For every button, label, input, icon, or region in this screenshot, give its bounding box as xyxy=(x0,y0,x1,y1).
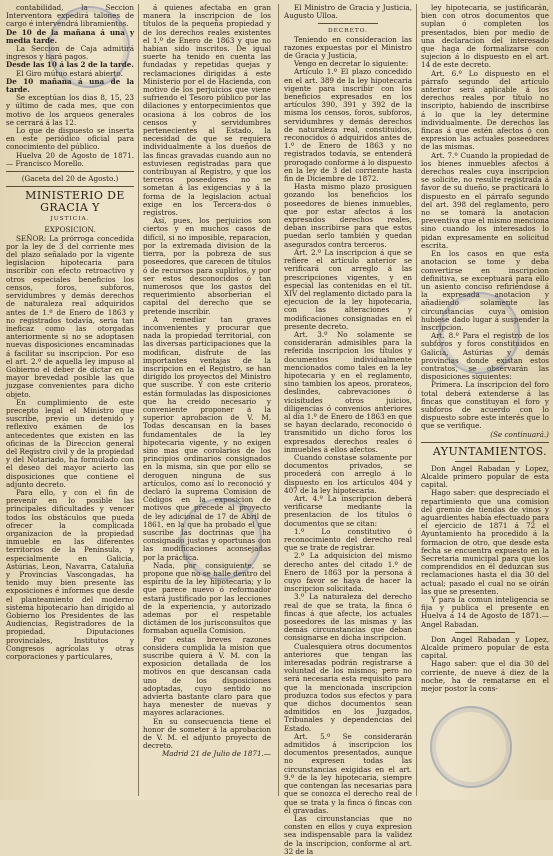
paragraph: Don Angel Rabadan y Lopez, Alcalde primero popular de esta capital. xyxy=(421,634,549,661)
paragraph: Hago saber: que el dia 30 del corriente, de nueve á diez de la noche, ha de rematarse en el mejor postor la cons- xyxy=(421,659,549,694)
column-4 xyxy=(421,4,549,796)
paragraph: El Ministro de Gracia y Justicia, Augusto Ulloa. xyxy=(284,3,412,21)
paragraph: Se exceptúan los dias 8, 15, 23 y último de cada mes, que con motivo de los arqueos generales se cerrará á las 12. xyxy=(6,93,134,127)
section-heading: AYUNTAMIENTOS. xyxy=(432,444,548,458)
paragraph: En cumplimiento de este precepto legal el Ministro que suscribe, previo un detenido y reflexivo exámen de los antecedentes que existen en las oficinas de la Direccion general del Registro civil y de la propiedad y del Notariado, ha formulado con el deseo del mayor acierto las disposiciones que contiene el adjunto decreto. xyxy=(6,397,134,489)
paragraph: Por estas breves razones considera cumplida la mision que suscribe quiera á V. M. con la exposicion detallada de los motivos en que descansan cada uno de los disposiciones adoptadas, cuyo sentido no advierta bastante claro para que haya menester de nuevas y mayores aclaraciones. xyxy=(143,634,271,718)
paragraph: Las circunstancias que no consten en ellos y cuya expresion sea indispensable para la validez de la inscripcion, conforme al art. 32 de la xyxy=(284,813,412,856)
schedule-heading: Desde las 10 á las 2 de la tarde. xyxy=(6,60,134,70)
ink-stamp xyxy=(48,6,130,88)
paragraph: á quienes afectaba en gran manera la inscripcion de los títulos de la pequeña propiedad y de los derechos reales existentes el 1.º de Enero de 1863 y que no habian sido inscritos. De igual suerte ha tenido en cuenta las fundadas y repetidas quejas y reclamaciones dirigidas á este Ministerio por el de Hacienda, con motivo de los perjuicios que viene sufriendo el Tesoro público por las dilaciones y entorpecimientos que ocasiona á los cobros de los censos y servidumbres pertenecientes al Estado, la necesidad de que se requiera individualmente á los dueños de las fincas gravadas cuando aun no estuviesen registradas para que contribuyan al Registro, y que los terceros poseedores no se sometan á las exigencias y á la forma de la legislacion actual exige en los Tercera-dos ó registros. xyxy=(143,3,271,218)
column-divider xyxy=(416,4,417,796)
ink-stamp xyxy=(430,706,512,788)
short-rule xyxy=(318,23,378,24)
schedule-heading: De 10 mañana á una de la tarde. xyxy=(6,76,134,95)
paragraph: A remediar tan graves inconvenientes y procurar que nada la propiedad territorial, con las diversas participaciones que la modifican, disfrute de las importantes ventajas de la inscripcion en el Registro, se han dirigido los proyectos del Ministro que suscribe. Y con este criterio están formuladas las disposiciones que ha creido necesario y conveniente proponer á la superior aprobacion de V. M. Todas descansan en la bases fundamentales de la ley hipotecaria vigente, y no exigen sino mas que corolarios de los principios ordinarios consignados en la misma, sin que por ello se deroguen ninguna de sus artículos, como así lo reconoció y declaró la suprema Comision de Códigos en la exposicion de motivos que precede al proyecto de ley adicional de 17 de Abril de 1861, en la que ha probado el que suscribe las doctrinas que ha consignado justas y oportunas con las modificaciones aconsejadas por la práctica. xyxy=(143,314,271,562)
column-3 xyxy=(284,3,412,856)
paragraph: Art. 6.º Lo dispuesto en el párrafo segundo del artículo anterior será aplicable á los derechos reales por título no inscripto, habiendo de inscribirse á lo que la ley determine individualmente. De derechos las fincas á que estén afectos ó con expresion las actuales poseedores de las mismas. xyxy=(421,68,549,152)
paragraph: Art. 8.º Para el registro de los subforos y foros constituidos en Galicia, Astúrias y demás provincias donde existan estos contratos, se observarán las disposiciones siguientes: xyxy=(421,331,549,382)
paragraph: Y para la comun inteligencia se fija y publica el presente en Huelva á 14 de Agosto de 1871.—Angel Rabadan. xyxy=(421,595,549,629)
subheading: JUSTICIA. xyxy=(50,216,90,223)
signature-line: Madrid 21 de Julio de 1871.— xyxy=(161,749,271,759)
paragraph: Nada, por consiguiente, se propone que no se halle dentro del espíritu de la ley hipotecaria; y lo que parece nuevo ó reformador estará justificado por las lecciones de la experiencia, y autorizado ademas por el respetable dictámen de los jurisconsultos que formaban aquella Comision. xyxy=(143,560,271,636)
schedule-heading: De 10 de la mañana á una y media tarde. xyxy=(6,27,134,45)
paragraph: En su consecuencia tiene el honor de someter á la aprobacion de V. M. el adjunto proyecto de decreto. xyxy=(143,716,271,751)
paragraph: Don Angel Rabadan y Lopez, Alcalde primero popular de esta capital. xyxy=(421,463,549,490)
paragraph: Art. 3.º No solamente se considerarán admisibles para la referida inscripcion los títulos y documentos individualmente mencionados como tales en la ley hipotecaria y en el reglamento, sino tambien los apeos, prorateos, deslindes, cabrevaciones ó vicisitudes otros juicios, diligencias ó convenios anteriores al día 1.º de Enero de 1863 en que se hayan declarado, reconocido ó transmitido un dicho foros los expresados derechos reales ó inmuebles á ellos afectos. xyxy=(284,329,412,454)
paragraph: Art. 7.º Cuando la propiedad de los bienes inmuebles afectos á derechos reales cuya inscripcion se solicite, no resulte registrada á favor de su dueño, se practicará lo dispuesto en el párrafo segundo del art. 398 del reglamento, pero no se tomará la anotacion preventiva que el mismo menciona sino cuando los interesados lo pidan expresamente en solicitud escrita. xyxy=(421,150,549,250)
subheading: DECRETO. xyxy=(327,28,369,35)
paragraph: En los casos en que esta anotacion se tome y deba convertirse en inscripcion definitiva, se exceptuará para ello un asiento conciso refiriéndose á la expresada anotacion y añadiendo solamente las circunstancias cuya omision hubiese dado lugar á suspender la inscripcion. xyxy=(421,249,549,332)
paragraph: Art. 4.º La inscripcion deberá verificarse mediante la presentacion de los títulos ó documentos que se citan: xyxy=(284,493,412,528)
paragraph: Huelva 20 de Agosto de 1871. — Francisco Morello. xyxy=(6,150,134,168)
paragraph: ley hipotecaria, se justificarán, bien con otros documentos que suplan ó completen los presentados, bien por medio de una declaracion del interesado que haga de formalizarse con sujecion á lo dispuesto en el art. 14 de este decreto. xyxy=(421,3,549,70)
paragraph: Para ello, y con el fin de prevenir en lo posible las principales dificultades y vencer todos los obstáculos que pueda ofrecer la complicada organizacion de la propiedad inmueble en las diferentes territorios de la Península, y especialmente en Galicia, Astúrias, Leon, Navarra, Cataluña y Provincias Vascongadas, ha tenido muy bien presente las exposiciones é informes que desde el planteamiento del moderno sistema hipotecario han dirigido al Gobierno los Presidentes de las Audiencias, Registradores de la propiedad, Diputaciones provinciales, Institutos y Congresos agrícolas y otras corporaciones y particulares, xyxy=(6,487,134,662)
paragraph: contabilidad, la Seccion Interventora expedirá talones de cargo é intervendrá libramientos. xyxy=(6,3,134,29)
paragraph: Artículo 1.º El plazo concedido en el art. 389 de la ley hipotecaria vigente para inscribir con los beneficios expresados en los artículos 390, 391 y 392 de la misma los censos, foros, subforos, servidumbres y demás derechos de naturaleza real, constituidos, reconocidos ó adquiridos antes de 1.º de Enero de 1863 y no registrados todavía, se entenderá prorogado conforme á lo dispuesto en la ley de 3 del corriente hasta fin de Diciembre de 1872. xyxy=(284,67,412,184)
section-heading: MINISTERIO DE GRACIA Y xyxy=(25,189,125,215)
paragraph: 3.º La naturaleza del derecho real de que se trata, la finca ó fincas á que afecte, los actuales poseedores de las mismas y las demás circunstancias que deban consignarse en dicha inscripcion. xyxy=(284,592,412,643)
paragraph: Así, pues, los perjuicios son ciertos y en muchos casos de difícil, si no imposible, reparacion, por la extremada division de la tierra, por la pobreza de sus poseedores, que carecen de títulos ó de recursos para suplirlos, y por ser estos desconocidos ó tan numerosos que los gastos del requerimiento absorberian el capital del derecho que se pretende inscribir. xyxy=(143,216,271,316)
column-2 xyxy=(143,4,271,796)
ink-stamp xyxy=(438,292,520,374)
centered-caption: EXPOSICION. xyxy=(44,225,96,235)
short-rule xyxy=(455,461,515,462)
paragraph: 2.º La adquisicion del mismo derecho antes del citado 1.º de Enero de 1863 por la persona á cuyo favor se haya de hacer la inscripcion solicitada. xyxy=(284,551,412,594)
column-1 xyxy=(6,4,134,796)
paragraph: Hago saber: que despreciado el repartimiento que una comision del gremio de tiendas de vinos y aguardientes había efectuado para el ejercicio de 1871 á 72 el Ayuntamiento ha procedido á la formacion de otro, que desde esta fecha se encuentra expuesto en la Secretaria municipal para que los comprendidos en él deduzcan sus reclamaciones hasta el dia 30 del actual; pasado el cual no se oirán las que se presenten. xyxy=(421,488,549,596)
signature-line: (Se continuará.) xyxy=(490,429,549,439)
paragraph: Hasta mismo plazo prosiguen gozando los beneficios los poseedores de bienes inmuebles, que por estar afectos á los expresados derechos reales, deban inscribirse para que estos puedan serlo también y quedan asegurados contra terceros. xyxy=(284,182,412,249)
section-rule xyxy=(421,442,549,443)
paragraph: Primera. La inscripcion del foro total deberá extenderse á las fincas que constituyan el foro y subforos de acuerdo con lo dispuesto sobre este interés que lo que se verifique. xyxy=(421,380,549,431)
column-divider xyxy=(138,4,139,796)
paragraph: Vengo en decretar lo siguiente: xyxy=(294,59,409,69)
ink-stamp xyxy=(180,498,262,580)
paragraph: Teniendo en consideracion las razones expuestas por el Ministro de Gracia y Justicia, xyxy=(284,34,412,61)
paragraph: La Seccion de Caja admitirá ingresos y hará pagos. xyxy=(6,44,134,62)
section-rule xyxy=(6,171,134,172)
paragraph: Lo que de dispuesto se inserta en este periódico oficial para conocimiento del público. xyxy=(6,126,134,152)
paragraph: Cualesquiera otros documentos anteriores que tengan las interesadas podrán registrarse á voluntad de los mismos; pero no será necesaria esta requisito para que la mencionada inscripcion produzca todos sus efectos y para que dichos documentos sean admitidos en los Juzgados, Tribunales y dependencias del Estado. xyxy=(284,641,412,733)
short-rule xyxy=(455,632,515,633)
centered-caption: (Gaceta del 20 de Agosto.) xyxy=(21,174,119,184)
paragraph: Art. 5.º Se considerarán admitidos á inscripcion los documentos presentados, aunque no expresen todas las circunstancias exigidas en el art. 9.º de la ley hipotecaria, siempre que contengan las necesarias para que se conozca el derecho real de que se trata y la finca ó fincas con él gravadas. xyxy=(284,731,412,815)
section-rule xyxy=(6,186,134,187)
column-divider xyxy=(278,4,279,796)
paragraph: El Giro mútuo estará abierto. xyxy=(16,68,123,78)
paragraph: SEÑOR: La prórroga concedida por la ley de 3 del corriente mes del plazo señalado por la vigente legislacion hipotecaria para inscribir con efecto retroactivo y otros especiales beneficios los censos, foros, subforos, servidumbres y demás derechos de naturaleza real adquiridos antes de 1.º de Enero de 1863 y no registrados todavía, seria tan ineficaz como las otorgadas anteriormente si no se adoptasen nuevas disposiciones encaminadas á facilitar su inscripcion. Por eso el art. 2.º de aquella ley impuso al Gobierno el deber de dictar en la mayor brevedad posible las que juzgase convenientes para dicho objeto. xyxy=(6,233,134,399)
paragraph: 1.º Lo constitutivo ó reconocimiento del derecho real que se trate de registrar. xyxy=(284,526,412,553)
paragraph: Cuando constase solamente por documentos privados, se procederá con arreglo á lo dispuesto en los artículos 404 y 407 de la ley hipotecaria. xyxy=(284,452,412,495)
paragraph: Art. 2.º La inscripcion á que se refiere el artículo anterior se verificará con arreglo á las prescripciones vigentes, y en especial las contenidas en el tít. XIV del reglamento dictado para la ejecucion de la ley hipotecaria, con las alteraciones y modificaciones consignadas en el presente decreto. xyxy=(284,247,412,331)
